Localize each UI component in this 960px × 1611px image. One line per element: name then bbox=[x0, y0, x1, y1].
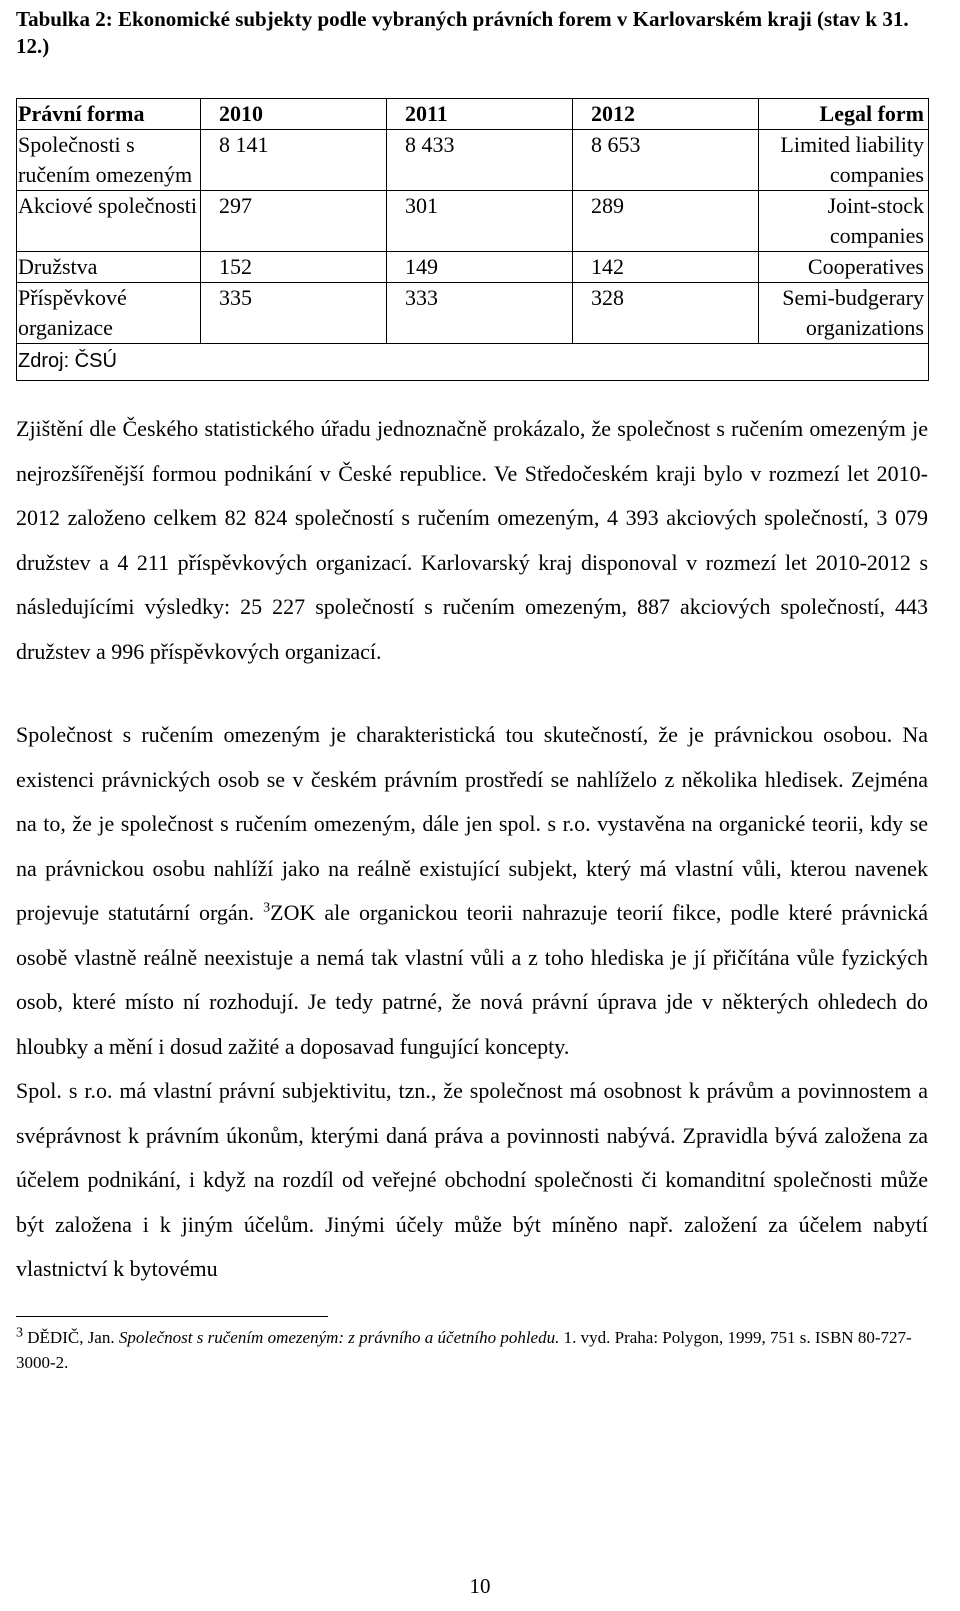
cell-2011: 149 bbox=[387, 252, 573, 283]
paragraph-legal-person bbox=[16, 713, 928, 1069]
cell-2012: 8 653 bbox=[573, 130, 759, 191]
cell-2011: 8 433 bbox=[387, 130, 573, 191]
cell-form: Společnosti s ručením omezeným bbox=[17, 130, 201, 191]
cell-form: Družstva bbox=[17, 252, 201, 283]
cell-legal-form-en: Limited liability companies bbox=[759, 130, 929, 191]
cell-2011: 301 bbox=[387, 191, 573, 252]
paragraph-legal-person-part1: Společnost s ručením omezeným je charakteristická tou skutečností, že je právnickou osobou. Na existenci právnických osob se v českém právním prostředí se nahlíželo z několika hledisek. Zejména na to, že je společnost s ručením omezeným, dále jen spol. s r.o. vystavěna na organické teorii, kdy se na právnickou osobu nahlíží jako na reálně existující subjekt, který má vlastní vůli, kterou navenek projevuje statutární orgán. bbox=[16, 722, 928, 925]
footnote-author: DĚDIČ, Jan. bbox=[27, 1327, 115, 1347]
header-2011: 2011 bbox=[387, 99, 573, 130]
cell-2012: 142 bbox=[573, 252, 759, 283]
header-2012: 2012 bbox=[573, 99, 759, 130]
cell-2010: 8 141 bbox=[201, 130, 387, 191]
cell-form: Příspěvkové organizace bbox=[17, 283, 201, 344]
table-header-row bbox=[17, 99, 929, 130]
cell-2011: 333 bbox=[387, 283, 573, 344]
document-page bbox=[16, 0, 928, 1375]
table-source-row bbox=[17, 344, 929, 381]
table-source: Zdroj: ČSÚ bbox=[17, 344, 929, 381]
cell-2010: 335 bbox=[201, 283, 387, 344]
footnote-title: Společnost s ručením omezeným: z právního a účetního pohledu. bbox=[118, 1327, 560, 1347]
footnote-divider bbox=[16, 1316, 328, 1317]
footnote bbox=[16, 1325, 928, 1375]
legal-forms-table bbox=[16, 98, 929, 381]
paragraph-legal-subjectivity: Spol. s r.o. má vlastní právní subjektivitu, tzn., že společnost má osobnost k právům a povinnostem a svéprávnost k právním úkonům, kterými daná práva a povinnosti nabývá. Zpravidla bývá založena za účelem podnikání, i když na rozdíl od veřejné obchodní společnosti či komanditní společnosti může být založena i k jiným účelům. Jinými účely může být míněno např. založení za účelem nabytí vlastnictví k bytovému bbox=[16, 1078, 928, 1281]
table-row bbox=[17, 130, 929, 191]
paragraph-statistics: Zjištění dle Českého statistického úřadu jednoznačně prokázalo, že společnost s ručením omezeným je nejrozšířenější formou podnikání v České republice. Ve Středočeském kraji bylo v rozmezí let 2010-2012 založeno celkem 82 824 společností s ručením omezeným, 4 393 akciových společností, 3 079 družstev a 4 211 příspěvkových organizací. Karlovarský kraj disponoval v rozmezí let 2010-2012 s následujícími výsledky: 25 227 společností s ručením omezeným, 887 akciových společností, 443 družstev a 996 příspěvkových organizací. bbox=[16, 416, 928, 664]
table-row bbox=[17, 252, 929, 283]
table-row bbox=[17, 191, 929, 252]
footnote-number: 3 bbox=[16, 1324, 23, 1340]
footnote-publication: 1. vyd. Praha: Polygon, 1999, 751 s. ISBN 80-727-3000-2. bbox=[16, 1327, 912, 1372]
header-2010: 2010 bbox=[201, 99, 387, 130]
cell-legal-form-en: Cooperatives bbox=[759, 252, 929, 283]
table-row bbox=[17, 283, 929, 344]
cell-legal-form-en: Semi-budgerary organizations bbox=[759, 283, 929, 344]
footnote-reference[interactable]: 3 bbox=[263, 900, 271, 916]
page-number: 10 bbox=[469, 1574, 491, 1598]
cell-2012: 328 bbox=[573, 283, 759, 344]
header-legal-form-cz: Právní forma bbox=[17, 99, 201, 130]
table-caption: Tabulka 2: Ekonomické subjekty podle vybraných právních forem v Karlovarském kraji (stav k 31. 12.) bbox=[16, 7, 909, 58]
paragraph-legal-person-part2: ZOK ale organickou teorii nahrazuje teorií fikce, podle které právnická osobě vlastně reálně neexistuje a nemá tak vlastní vůli a z toho hlediska je jí přičítána vůle fyzických osob, které místo ní rozhodují. Je tedy patrné, že nová právní úprava jde v některých ohledech do hloubky a mění i dosud zažité a doposavad fungující koncepty. bbox=[16, 900, 929, 1059]
cell-legal-form-en: Joint-stock companies bbox=[759, 191, 929, 252]
cell-form: Akciové společnosti bbox=[17, 191, 201, 252]
cell-2010: 297 bbox=[201, 191, 387, 252]
cell-2012: 289 bbox=[573, 191, 759, 252]
header-legal-form-en: Legal form bbox=[759, 99, 929, 130]
cell-2010: 152 bbox=[201, 252, 387, 283]
